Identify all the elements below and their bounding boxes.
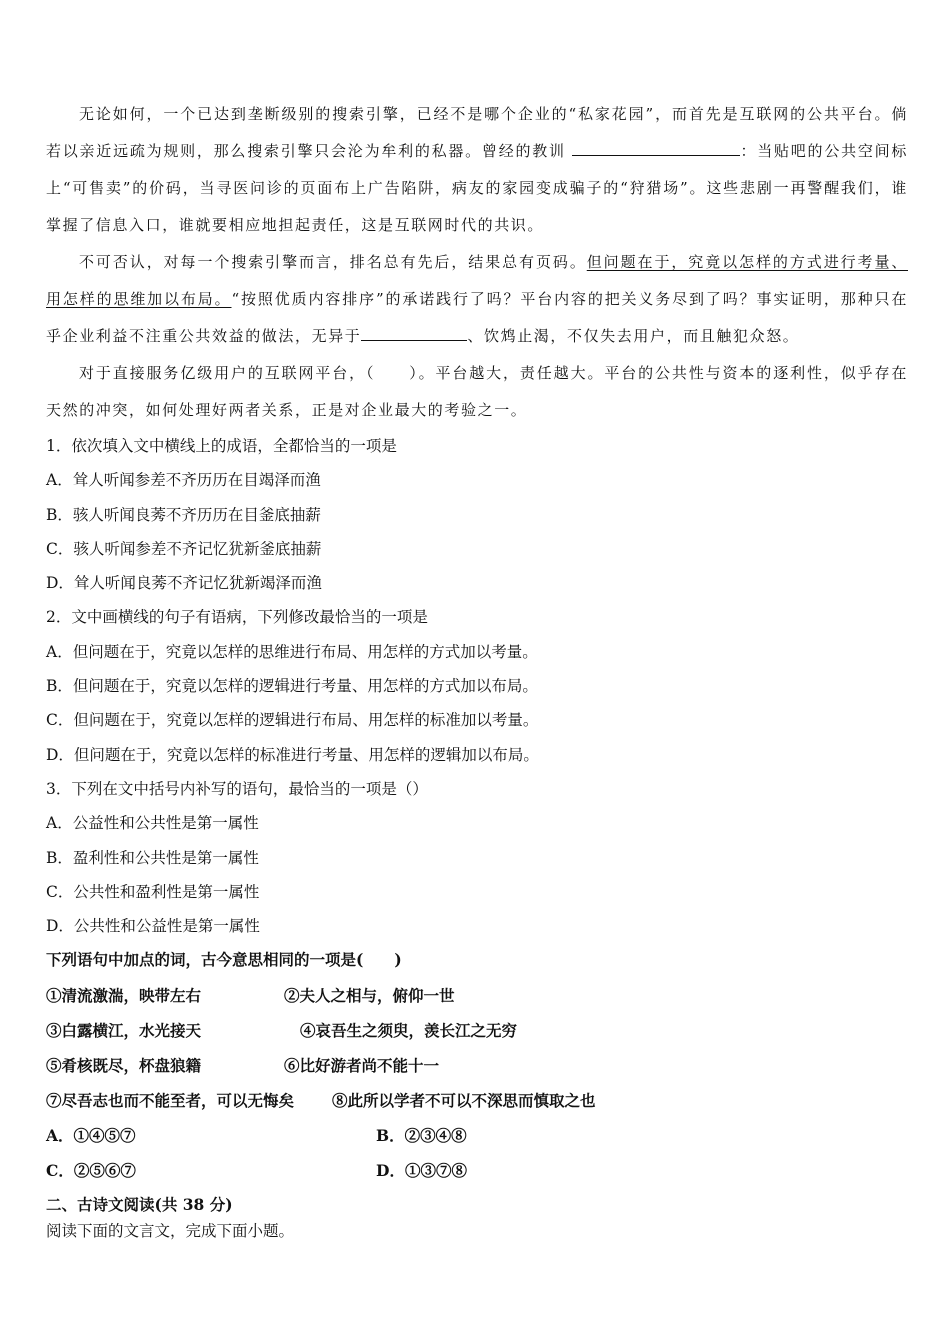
section-heading: 二、古诗文阅读(共 38 分): [46, 1194, 233, 1214]
option-a: A．但问题在于，究竟以怎样的思维进行布局、用怎样的方式加以考量。: [46, 642, 538, 661]
question-stem: 2．文中画横线的句子有语病，下列修改最恰当的一项是: [46, 608, 428, 627]
passage-paragraph-3: [46, 355, 908, 429]
passage-text: 不可否认，对每一个搜索引擎而言，排名总有先后，结果总有页码。: [79, 253, 587, 271]
option-d: D．耸人听闻良莠不齐记忆犹新竭泽而渔: [46, 574, 322, 593]
option-c: C．②⑤⑥⑦: [46, 1160, 136, 1180]
option-a: A．①④⑤⑦: [46, 1125, 136, 1145]
passage-text: 对于直接服务亿级用户的互联网平台，（ ）。平台越大，责任越大。平台的公共性与资本的逐利性，似乎存在天然的冲突，如何处理好两者关系，正是对企业最大的考验之一。: [46, 364, 908, 419]
question-4: [46, 943, 908, 1187]
item-5: ⑤肴核既尽，杯盘狼籍: [46, 1055, 202, 1075]
item-row: [46, 1048, 908, 1083]
fill-blank-2: [361, 326, 467, 341]
question-stem: 1．依次填入文中横线上的成语，全都恰当的一项是: [46, 437, 397, 455]
option-d: D．但问题在于，究竟以怎样的标准进行考量、用怎样的逻辑加以布局。: [46, 745, 539, 764]
option-a: A．公益性和公共性是第一属性: [46, 814, 259, 833]
item-row: [46, 978, 908, 1013]
passage-paragraph-1: [46, 96, 908, 244]
item-1: ①清流激湍，映带左右: [46, 985, 202, 1005]
question-1: [46, 429, 908, 600]
item-6: ⑥比好游者尚不能十一: [284, 1055, 440, 1075]
question-stem: 3．下列在文中括号内补写的语句，最恰当的一项是（）: [46, 779, 428, 798]
passage-text: 、饮鸩止渴，不仅失去用户，而且触犯众怒。: [467, 327, 800, 345]
option-row: [46, 1118, 908, 1153]
option-c: C．但问题在于，究竟以怎样的逻辑进行布局、用怎样的标准加以考量。: [46, 711, 539, 730]
passage-paragraph-2: [46, 244, 908, 355]
option-a: A．耸人听闻参差不齐历历在目竭泽而渔: [46, 471, 321, 490]
item-3: ③白露横江，水光接天: [46, 1020, 202, 1040]
passage-text: 无论如何，一个已达到垄断级别的搜索引擎，已经不是哪个企业的“私家花园”，而首先是互联网的公共平台。倘若以亲近远疏为规则，那么搜索引擎只会沦为牟利的私器。曾经的教训: [46, 105, 908, 160]
item-7: ⑦尽吾志也而不能至者，可以无悔矣: [46, 1090, 295, 1110]
option-b: B．盈利性和公共性是第一属性: [46, 848, 259, 867]
option-c: C．公共性和盈利性是第一属性: [46, 882, 260, 901]
passage-text: “按照优质内容排序”的承诺践行了吗？平台内容的把关义务尽到了吗？事实证明，那种只在乎企业利益不注重公共效益的做法，无异于: [46, 290, 908, 345]
fill-blank-1: [572, 141, 740, 156]
passage-text: ：当贴吧的公共空间标上“可售卖”的价码，当寻医问诊的页面布上广告陷阱，病友的家园变成骗子的“狩猎场”。这些悲剧一再警醒我们，谁掌握了信息入口，谁就要相应地担起责任，这是互联网时代的共识。: [46, 142, 908, 234]
question-stem: 下列语句中加点的词，古今意思相同的一项是( ): [46, 950, 402, 970]
option-d: D．公共性和公益性是第一属性: [46, 917, 260, 936]
option-b: B．②③④⑧: [376, 1125, 467, 1145]
item-8: ⑧此所以学者不可以不深思而慎取之也: [332, 1090, 596, 1110]
question-2: [46, 600, 908, 771]
item-4: ④哀吾生之须臾，羡长江之无穷: [300, 1020, 518, 1040]
item-row: [46, 1083, 908, 1118]
option-c: C．骇人听闻参差不齐记忆犹新釜底抽薪: [46, 539, 322, 558]
option-b: B．骇人听闻良莠不齐历历在目釜底抽薪: [46, 505, 321, 524]
item-row: [46, 1013, 908, 1048]
section-instruction: 阅读下面的文言文，完成下面小题。: [46, 1221, 295, 1240]
exam-page: [46, 96, 908, 1244]
option-row: [46, 1153, 908, 1188]
question-3: [46, 772, 908, 943]
item-2: ②夫人之相与，俯仰一世: [284, 985, 455, 1005]
option-d: D．①③⑦⑧: [376, 1160, 467, 1180]
underlined-sentence: 但问题在于，究竟以怎样的方式进行考量、用怎样的思维加以布局。: [46, 253, 908, 308]
option-b: B．但问题在于，究竟以怎样的逻辑进行考量、用怎样的方式加以布局。: [46, 677, 538, 696]
